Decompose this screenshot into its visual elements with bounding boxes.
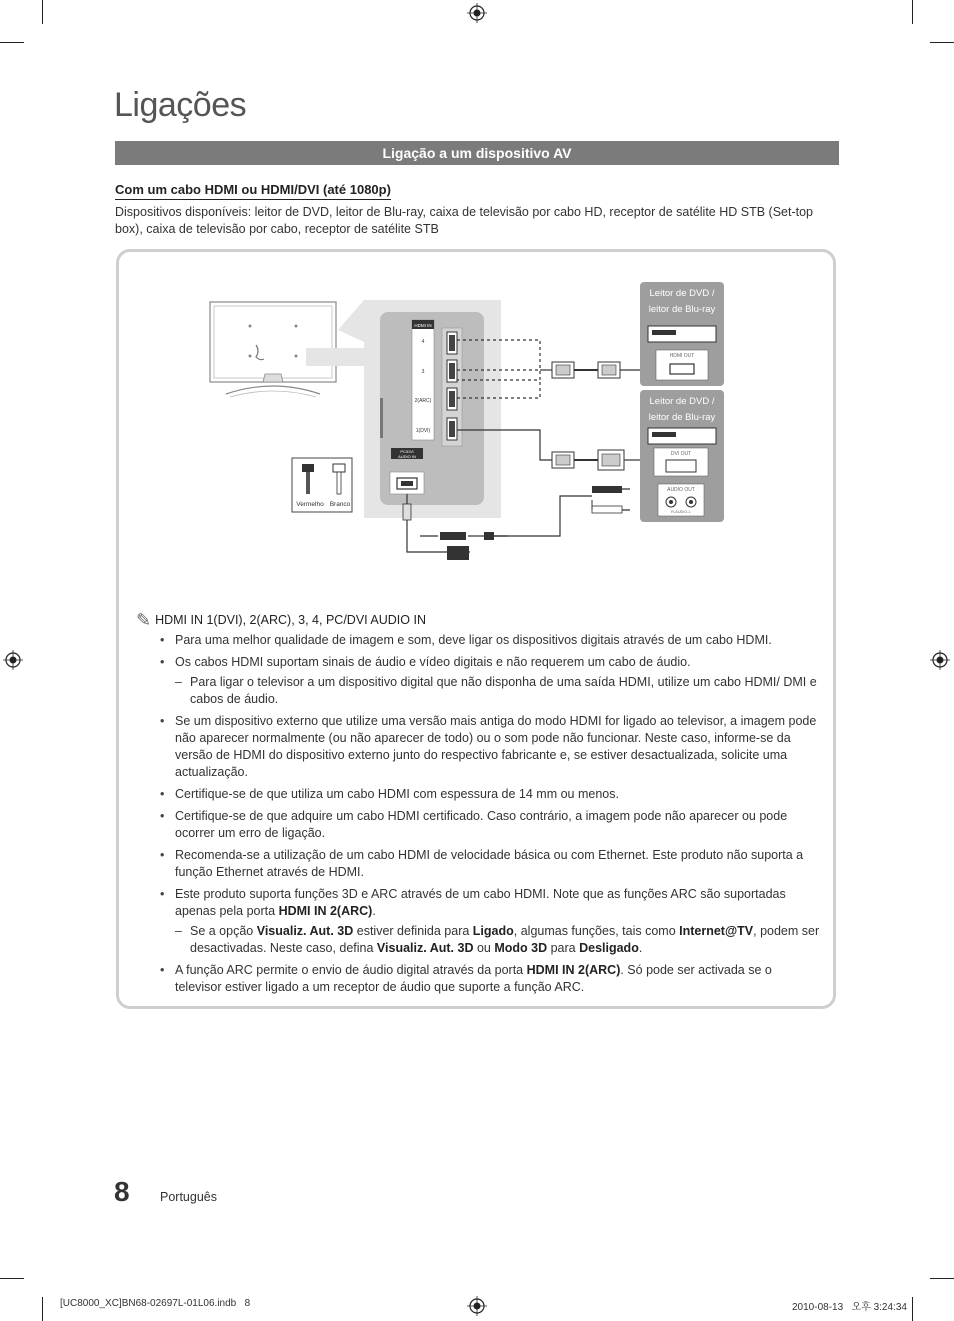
panel-header-label: HDMI IN	[414, 323, 432, 328]
note-text: ou	[473, 941, 495, 955]
hdmi-port-icon	[447, 418, 457, 440]
plug-label-white: Branco	[329, 501, 351, 508]
pc-audio-label-line1: PC/DVI	[400, 449, 414, 454]
registration-mark-icon	[930, 650, 950, 670]
note-heading-text: HDMI IN 1(DVI), 2(ARC), 3, 4, PC/DVI AUDIO IN	[155, 613, 426, 627]
note-text: Certifique-se de que utiliza um cabo HDMI com espessura de 14 mm ou menos.	[175, 787, 619, 801]
sub-list-item	[175, 674, 820, 708]
list-item	[160, 962, 820, 996]
footer-date-info: 2010-08-13 오후 3:24:34	[792, 1302, 907, 1313]
list-item	[160, 654, 820, 708]
registration-mark-icon	[467, 1296, 487, 1316]
page-language: Português	[160, 1190, 217, 1204]
note-emphasis: HDMI IN 2(ARC)	[278, 904, 373, 918]
pc-audio-label-line2: AUDIO IN	[398, 454, 416, 459]
note-emphasis: Visualiz. Aut. 3D	[376, 941, 474, 955]
port-label-2: 2(ARC)	[414, 398, 432, 404]
sub-list	[175, 674, 820, 708]
sub-list-item	[175, 923, 820, 957]
list-item	[160, 632, 820, 649]
device2-name-line2: leitor de Blu-ray	[648, 412, 716, 423]
note-heading	[136, 610, 426, 631]
note-text: Os cabos HDMI suportam sinais de áudio e vídeo digitais e não requerem um cabo de áudio.	[175, 655, 691, 669]
crop-mark	[930, 1278, 954, 1279]
list-item	[160, 713, 820, 781]
note-text: Se um dispositivo externo que utilize uma versão mais antiga do modo HDMI for ligado ao televisor, a imagem pode não aparecer normalmente (ou não aparecer de todo) ou o som pode não funcionar. Neste caso, informe-se da versão de HDMI do dispositivo externo junto do respectivo fabricante e, se estiver desactualizada, solicite uma actualização.	[175, 714, 817, 779]
note-emphasis: Ligado	[472, 924, 514, 938]
crop-mark	[0, 42, 24, 43]
note-text: . Só pode ser activada se o televisor estiver ligado a um receptor de áudio que suporte a função ARC.	[175, 963, 772, 994]
device1-port-label: HDMI OUT	[669, 353, 695, 359]
dvi-plug-icon	[598, 450, 624, 470]
audio-in-port-icon	[397, 478, 417, 489]
registration-mark-icon	[3, 650, 23, 670]
pencil-note-icon: ✎	[136, 610, 152, 630]
list-item	[160, 847, 820, 881]
notes-list	[160, 632, 820, 1001]
crop-mark	[42, 0, 43, 24]
device2-name-line1: Leitor de DVD /	[649, 396, 715, 407]
note-emphasis: Visualiz. Aut. 3D	[256, 924, 354, 938]
sub-list	[175, 923, 820, 957]
note-text: .	[372, 904, 376, 918]
note-text: Se a opção	[190, 924, 257, 938]
registration-mark-icon	[467, 3, 487, 23]
device-card-2	[640, 390, 724, 522]
crop-mark	[42, 1297, 43, 1321]
port-label-3: 3	[421, 369, 425, 375]
crop-mark	[912, 1297, 913, 1321]
hdmi-plug-icon	[552, 362, 574, 378]
device1-name-line2: leitor de Blu-ray	[648, 304, 716, 315]
hdmi-port-icon	[447, 360, 457, 382]
page-title: Ligações	[114, 86, 247, 124]
hdmi-plug-icon	[598, 362, 620, 378]
crop-mark	[912, 0, 913, 24]
note-text: para	[547, 941, 580, 955]
hdmi-plug-icon	[552, 452, 574, 468]
note-text: Para ligar o televisor a um dispositivo digital que não disponha de uma saída HDMI, utilize um cabo HDMI/ DMI e cabos de áudio.	[190, 675, 817, 706]
note-text: Recomenda-se a utilização de um cabo HDMI de velocidade básica ou com Ethernet. Este produto não suporta a função Ethernet através de HDMI.	[175, 848, 804, 879]
hdmi-port-icon	[447, 388, 457, 410]
crop-mark	[930, 42, 954, 43]
note-text: Para uma melhor qualidade de imagem e som, deve ligar os dispositivos digitais através de um cabo HDMI.	[175, 633, 772, 647]
rca-plug-legend	[292, 458, 352, 512]
device2-audio-port-label: AUDIO OUT	[667, 487, 695, 493]
note-text: Este produto suporta funções 3D e ARC através de um cabo HDMI. Note que as funções ARC são suportadas apenas pela porta	[175, 887, 786, 918]
plug-label-red: Vermelho	[296, 501, 324, 508]
note-emphasis: Internet@TV	[679, 924, 754, 938]
note-emphasis: HDMI IN 2(ARC)	[526, 963, 621, 977]
note-text: , podem ser desactivadas. Neste caso, defina	[190, 924, 820, 955]
note-text: estiver definida para	[353, 924, 473, 938]
crop-mark	[0, 1278, 24, 1279]
device2-dvi-port-label: DVI OUT	[670, 451, 692, 457]
sub-heading: Com um cabo HDMI ou HDMI/DVI (até 1080p)	[115, 182, 391, 200]
connection-diagram	[190, 270, 730, 580]
device1-name-line1: Leitor de DVD /	[649, 288, 715, 299]
port-label-1: 1(DVI)	[415, 428, 431, 434]
note-emphasis: Desligado	[579, 941, 639, 955]
section-title-bar: Ligação a um dispositivo AV	[115, 141, 839, 165]
device-card-1	[640, 282, 724, 386]
list-item	[160, 886, 820, 957]
note-text: , algumas funções, tais como	[513, 924, 680, 938]
list-item	[160, 808, 820, 842]
note-text: A função ARC permite o envio de áudio digital através da porta	[175, 963, 527, 977]
intro-paragraph: Dispositivos disponíveis: leitor de DVD, leitor de Blu-ray, caixa de televisão por cabo HD, receptor de satélite HD STB (Set-top box), caixa de televisão por cabo, receptor de satélite STB	[115, 205, 813, 236]
hdmi-port-icon	[447, 332, 457, 354]
list-item	[160, 786, 820, 803]
footer-file-info: [UC8000_XC]BN68-02697L-01L06.indb 8	[60, 1298, 251, 1309]
note-text: .	[638, 941, 643, 955]
device2-audio-sub-label: R-AUDIO-L	[671, 510, 691, 514]
page-number: 8	[114, 1176, 130, 1207]
note-emphasis: Modo 3D	[494, 941, 548, 955]
note-text: Certifique-se de que adquire um cabo HDMI certificado. Caso contrário, a imagem pode não aparecer ou pode ocorrer um erro de ligação.	[175, 809, 788, 840]
port-label-4: 4	[421, 339, 425, 345]
